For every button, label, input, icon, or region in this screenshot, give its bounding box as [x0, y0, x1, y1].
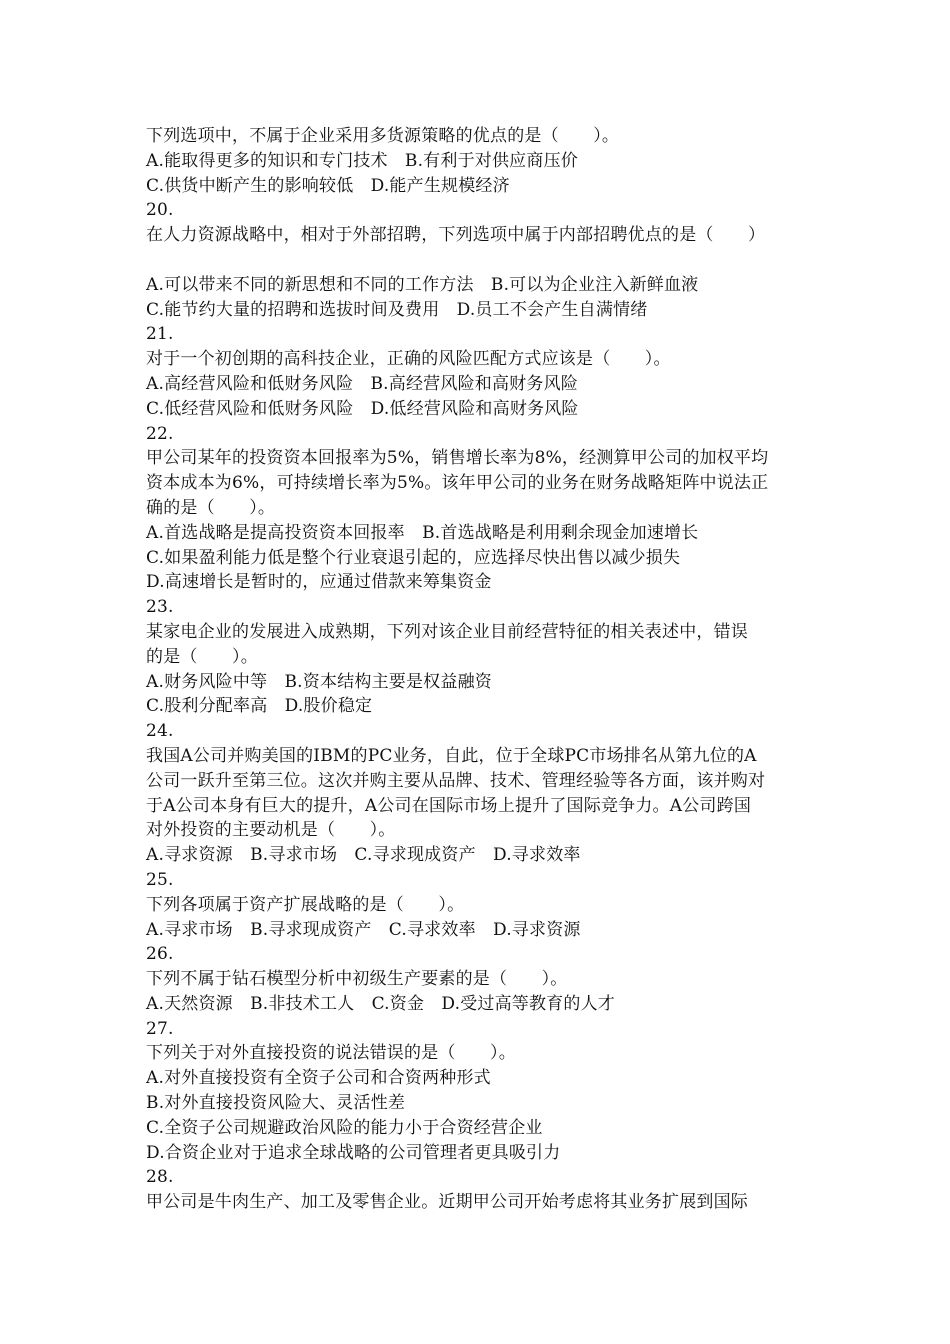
question-24-number: 24. — [146, 721, 174, 742]
question-22-number: 22. — [146, 423, 174, 444]
question-25-options: A.寻求市场 B.寻求现成资产 C.寻求效率 D.寻求资源 — [146, 919, 581, 940]
question-25-number: 25. — [146, 869, 174, 890]
question-27-option-d: D.合资企业对于追求全球战略的公司管理者更具吸引力 — [146, 1142, 561, 1163]
question-21-stem: 对于一个初创期的高科技企业，正确的风险匹配方式应该是（ ）。 — [146, 349, 671, 370]
question-27-number: 27. — [146, 1018, 174, 1039]
document-body — [146, 124, 816, 1215]
question-21-options-ab: A.高经营风险和低财务风险 B.高经营风险和高财务风险 — [146, 373, 578, 394]
question-24-stem-line-4: 对外投资的主要动机是（ ）。 — [146, 820, 396, 841]
question-23-number: 23. — [146, 597, 174, 618]
question-22-options-ab: A.首选战略是提高投资资本回报率 B.首选战略是利用剩余现金加速增长 — [146, 522, 699, 543]
question-28-number: 28. — [146, 1167, 174, 1188]
question-19-options-ab: A.能取得更多的知识和专门技术 B.有利于对供应商压价 — [146, 150, 578, 171]
question-24-stem-line-1: 我国A公司并购美国的IBM的PC业务，自此，位于全球PC市场排名从第九位的A — [146, 745, 757, 766]
question-26-number: 26. — [146, 944, 174, 965]
question-21-number: 21. — [146, 324, 174, 345]
question-27-option-b: B.对外直接投资风险大、灵活性差 — [146, 1093, 406, 1114]
question-24-stem-line-3: 于A公司本身有巨大的提升，A公司在国际市场上提升了国际竞争力。A公司跨国 — [146, 795, 752, 816]
question-22-option-d: D.高速增长是暂时的，应通过借款来筹集资金 — [146, 572, 492, 593]
question-20-number: 20. — [146, 200, 174, 221]
question-22-stem-line-3: 确的是（ ）。 — [146, 497, 276, 518]
question-22-option-c: C.如果盈利能力低是整个行业衰退引起的，应选择尽快出售以减少损失 — [146, 547, 681, 568]
question-22-stem-line-2: 资本成本为6%，可持续增长率为5%。该年甲公司的业务在财务战略矩阵中说法正 — [146, 473, 769, 494]
question-22-stem-line-1: 甲公司某年的投资资本回报率为5%，销售增长率为8%，经测算甲公司的加权平均 — [146, 448, 769, 469]
question-23-options-ab: A.财务风险中等 B.资本结构主要是权益融资 — [146, 671, 492, 692]
question-23-options-cd: C.股利分配率高 D.股价稳定 — [146, 696, 373, 717]
question-26-stem: 下列不属于钻石模型分析中初级生产要素的是（ ）。 — [146, 969, 568, 990]
question-27-option-c: C.全资子公司规避政治风险的能力小于合资经营企业 — [146, 1117, 543, 1138]
question-23-stem-line-1: 某家电企业的发展进入成熟期，下列对该企业目前经营特征的相关表述中，错误 — [146, 621, 748, 642]
question-27-option-a: A.对外直接投资有全资子公司和合资两种形式 — [146, 1068, 491, 1089]
question-24-stem-line-2: 公司一跃升至第三位。这次并购主要从品牌、技术、管理经验等各方面，该并购对 — [146, 770, 766, 791]
question-20-stem: 在人力资源战略中，相对于外部招聘，下列选项中属于内部招聘优点的是（ ） — [146, 225, 766, 246]
question-24-options: A.寻求资源 B.寻求市场 C.寻求现成资产 D.寻求效率 — [146, 845, 581, 866]
question-21-options-cd: C.低经营风险和低财务风险 D.低经营风险和高财务风险 — [146, 398, 579, 419]
question-26-options: A.天然资源 B.非技术工人 C.资金 D.受过高等教育的人才 — [146, 993, 616, 1014]
question-19-options-cd: C.供货中断产生的影响较低 D.能产生规模经济 — [146, 175, 510, 196]
blank-line — [146, 248, 816, 273]
question-19-stem: 下列选项中，不属于企业采用多货源策略的优点的是（ ）。 — [146, 126, 620, 146]
question-23-stem-line-2: 的是（ ）。 — [146, 646, 258, 667]
question-20-options-cd: C.能节约大量的招聘和选拔时间及费用 D.员工不会产生自满情绪 — [146, 299, 648, 320]
question-25-stem: 下列各项属于资产扩展战略的是（ ）。 — [146, 894, 465, 915]
question-28-stem-line-1: 甲公司是牛肉生产、加工及零售企业。近期甲公司开始考虑将其业务扩展到国际 — [146, 1192, 748, 1213]
question-20-options-ab: A.可以带来不同的新思想和不同的工作方法 B.可以为企业注入新鲜血液 — [146, 274, 699, 295]
question-27-stem: 下列关于对外直接投资的说法错误的是（ ）。 — [146, 1043, 516, 1064]
